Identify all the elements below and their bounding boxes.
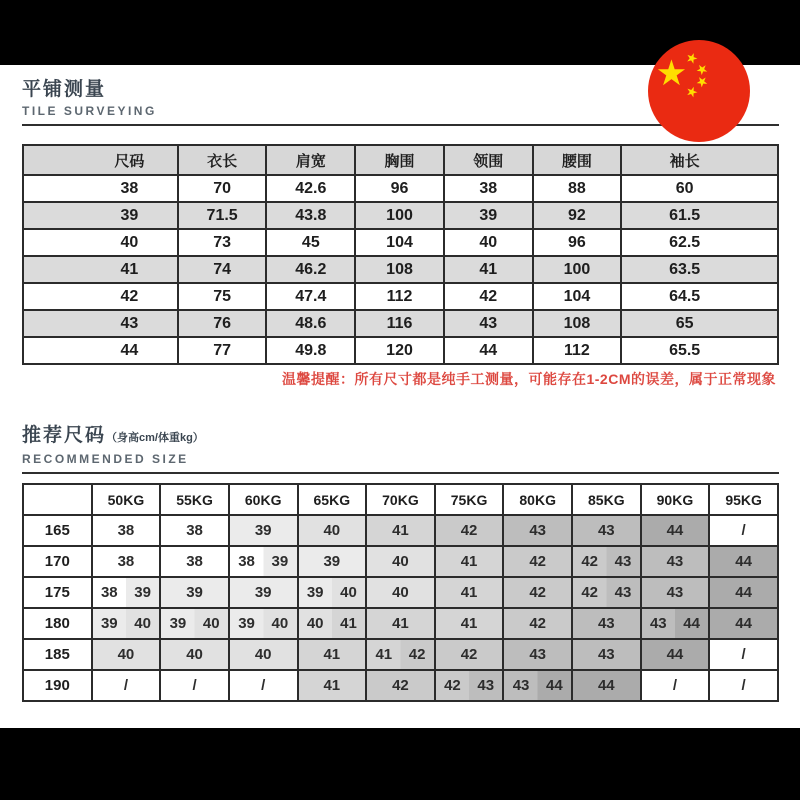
size-cell (160, 608, 229, 639)
measurement-cell: 76 (178, 310, 267, 337)
measurement-header-row (23, 145, 778, 175)
size-cell: 43 (641, 577, 710, 608)
size-cell: / (709, 515, 778, 546)
measurement-row (23, 256, 778, 283)
measurement-row (23, 175, 778, 202)
measurement-column-header: 腰围 (533, 145, 622, 175)
size-cell: 40 (229, 639, 298, 670)
recommend-row (23, 639, 778, 670)
measurement-cell: 38 (23, 175, 178, 202)
size-value: 39 (306, 584, 324, 601)
size-cell: 44 (641, 515, 710, 546)
size-cell: 38 (92, 515, 161, 546)
size-cell: 38 (92, 546, 161, 577)
size-cell (92, 577, 161, 608)
size-cell: 43 (641, 546, 710, 577)
height-label: 190 (23, 670, 92, 701)
size-value: 39 (134, 584, 151, 601)
size-value: 42 (444, 677, 461, 694)
measurement-cell: 112 (533, 337, 622, 364)
size-cell: 42 (503, 577, 572, 608)
size-cell: 39 (298, 546, 367, 577)
measurement-cell: 42.6 (266, 175, 355, 202)
weight-column-header: 70KG (366, 484, 435, 515)
size-cell: 39 (160, 577, 229, 608)
size-value: 40 (340, 584, 357, 601)
size-cell: 41 (298, 639, 367, 670)
measurement-column-header: 袖长 (621, 145, 778, 175)
measurement-cell: 43.8 (266, 202, 355, 229)
measurement-cell: 38 (444, 175, 533, 202)
recommend-row (23, 546, 778, 577)
size-cell: 41 (435, 608, 504, 639)
measurement-cell: 96 (533, 229, 622, 256)
measurement-cell: 92 (533, 202, 622, 229)
size-cell (435, 670, 504, 701)
size-value: 40 (271, 615, 289, 632)
measurement-cell: 43 (23, 310, 178, 337)
weight-column-header: 90KG (641, 484, 710, 515)
height-label: 180 (23, 608, 92, 639)
size-cell: / (229, 670, 298, 701)
section-header-recommended-size (22, 426, 779, 474)
size-cell: 44 (709, 546, 778, 577)
split-cell (642, 615, 709, 632)
split-cell (504, 677, 571, 694)
size-cell: 42 (366, 670, 435, 701)
recommended-size-table (22, 483, 779, 702)
size-value: 43 (512, 677, 530, 694)
section2-title-text: 推荐尺码 (22, 425, 107, 446)
height-label: 185 (23, 639, 92, 670)
measurement-cell: 44 (444, 337, 533, 364)
split-cell (230, 553, 297, 570)
size-cell: / (92, 670, 161, 701)
size-cell: 39 (229, 515, 298, 546)
size-cell (503, 670, 572, 701)
measurement-row (23, 202, 778, 229)
measurement-cell: 46.2 (266, 256, 355, 283)
size-cell: 41 (435, 577, 504, 608)
size-cell (229, 608, 298, 639)
measurement-cell: 40 (23, 229, 178, 256)
measurement-cell: 65 (621, 310, 778, 337)
china-flag-svg (648, 40, 750, 142)
size-cell: 40 (366, 577, 435, 608)
split-cell (573, 584, 640, 601)
size-cell: 43 (503, 639, 572, 670)
size-cell: 40 (298, 515, 367, 546)
weight-column-header: 75KG (435, 484, 504, 515)
size-cell (229, 546, 298, 577)
split-cell (93, 584, 160, 601)
measurement-cell: 70 (178, 175, 267, 202)
measurement-table (22, 144, 779, 365)
size-cell: 44 (709, 577, 778, 608)
split-cell (93, 615, 160, 632)
china-flag-icon (648, 40, 750, 142)
measurement-cell: 41 (23, 256, 178, 283)
size-value: 38 (100, 584, 118, 601)
size-cell (298, 577, 367, 608)
measurement-cell: 116 (355, 310, 444, 337)
measurement-cell: 61.5 (621, 202, 778, 229)
measurement-cell: 108 (533, 310, 622, 337)
size-value: 40 (306, 615, 324, 632)
size-value: 39 (169, 615, 187, 632)
size-cell: 40 (366, 546, 435, 577)
weight-column-header: 95KG (709, 484, 778, 515)
size-value: 39 (271, 553, 289, 570)
measurement-cell: 71.5 (178, 202, 267, 229)
size-cell: 44 (641, 639, 710, 670)
measurement-cell: 40 (444, 229, 533, 256)
section2-title-suffix: （身高cm/体重kg） (106, 432, 204, 444)
measurement-column-header: 领围 (444, 145, 533, 175)
size-value: 44 (683, 615, 700, 632)
split-cell (436, 677, 503, 694)
measurement-cell: 63.5 (621, 256, 778, 283)
size-cell: 41 (366, 608, 435, 639)
size-value: 42 (408, 646, 426, 663)
section1-subtitle: TILE SURVEYING (22, 104, 157, 118)
measurement-cell: 64.5 (621, 283, 778, 310)
size-cell: 43 (572, 639, 641, 670)
size-cell: 42 (435, 515, 504, 546)
measurement-cell: 42 (23, 283, 178, 310)
size-cell: 43 (503, 515, 572, 546)
split-cell (161, 615, 228, 632)
measurement-cell: 62.5 (621, 229, 778, 256)
recommend-table-body (23, 515, 778, 701)
recommend-row (23, 670, 778, 701)
bottom-black-bar (0, 728, 800, 800)
size-cell: 44 (709, 608, 778, 639)
measurement-row (23, 337, 778, 364)
weight-column-header (23, 484, 92, 515)
split-cell (299, 615, 366, 632)
size-cell: 43 (572, 515, 641, 546)
recommend-header-row (23, 484, 778, 515)
split-cell (299, 584, 366, 601)
weight-column-header: 85KG (572, 484, 641, 515)
size-cell: 38 (160, 515, 229, 546)
measurement-cell: 42 (444, 283, 533, 310)
measurement-cell: 65.5 (621, 337, 778, 364)
size-cell (366, 639, 435, 670)
size-value: 41 (375, 646, 393, 663)
size-cell: 38 (160, 546, 229, 577)
measurement-column-header: 尺码 (23, 145, 178, 175)
recommend-row (23, 577, 778, 608)
size-cell: 43 (572, 608, 641, 639)
measurement-cell: 120 (355, 337, 444, 364)
size-cell (572, 546, 641, 577)
size-value: 43 (477, 677, 495, 694)
size-cell (641, 608, 710, 639)
weight-column-header: 60KG (229, 484, 298, 515)
split-cell (367, 646, 434, 663)
size-cell: / (641, 670, 710, 701)
size-cell: 42 (503, 608, 572, 639)
split-cell (230, 615, 297, 632)
weight-column-header: 50KG (92, 484, 161, 515)
measurement-cell: 112 (355, 283, 444, 310)
size-value: 40 (202, 615, 220, 632)
measurement-cell: 74 (178, 256, 267, 283)
size-cell: 40 (92, 639, 161, 670)
measurement-cell: 77 (178, 337, 267, 364)
measurement-cell: 45 (266, 229, 355, 256)
size-cell: 41 (366, 515, 435, 546)
measurement-cell: 48.6 (266, 310, 355, 337)
measurement-cell: 104 (533, 283, 622, 310)
measurement-cell: 75 (178, 283, 267, 310)
size-cell (92, 608, 161, 639)
measurement-cell: 108 (355, 256, 444, 283)
size-value: 42 (581, 584, 598, 601)
measurement-table-body (23, 175, 778, 364)
measurement-cell: 49.8 (266, 337, 355, 364)
measurement-cell: 43 (444, 310, 533, 337)
measurement-cell: 100 (355, 202, 444, 229)
measurement-cell: 44 (23, 337, 178, 364)
size-cell: / (160, 670, 229, 701)
weight-column-header: 55KG (160, 484, 229, 515)
height-label: 170 (23, 546, 92, 577)
size-cell: 42 (503, 546, 572, 577)
height-label: 175 (23, 577, 92, 608)
measurement-column-header: 衣长 (178, 145, 267, 175)
weight-column-header: 80KG (503, 484, 572, 515)
size-cell: 41 (298, 670, 367, 701)
measurement-cell: 60 (621, 175, 778, 202)
measurement-cell: 96 (355, 175, 444, 202)
size-value: 41 (340, 615, 357, 632)
measurement-column-header: 肩宽 (266, 145, 355, 175)
size-value: 43 (649, 615, 667, 632)
size-value: 43 (614, 584, 632, 601)
size-value: 43 (614, 553, 632, 570)
measurement-row (23, 229, 778, 256)
size-value: 40 (134, 615, 151, 632)
measurement-cell: 39 (23, 202, 178, 229)
height-label: 165 (23, 515, 92, 546)
size-value: 44 (546, 677, 563, 694)
measurement-row (23, 310, 778, 337)
size-cell: 39 (229, 577, 298, 608)
weight-column-header: 65KG (298, 484, 367, 515)
size-cell (298, 608, 367, 639)
measurement-column-header: 胸围 (355, 145, 444, 175)
size-value: 39 (238, 615, 255, 632)
size-cell: 41 (435, 546, 504, 577)
section1-title: 平铺测量 (22, 79, 107, 100)
measurement-note: 温馨提醒：所有尺寸都是纯手工测量，可能存在1-2CM的误差，属于正常现象 (281, 371, 776, 387)
recommend-row (23, 515, 778, 546)
measurement-cell: 39 (444, 202, 533, 229)
measurement-cell: 41 (444, 256, 533, 283)
split-cell (573, 553, 640, 570)
size-cell (572, 577, 641, 608)
size-cell: 42 (435, 639, 504, 670)
measurement-cell: 73 (178, 229, 267, 256)
size-value: 38 (238, 553, 255, 570)
measurement-cell: 104 (355, 229, 444, 256)
measurement-row (23, 283, 778, 310)
section2-title (22, 426, 779, 448)
measurement-cell: 100 (533, 256, 622, 283)
recommend-row (23, 608, 778, 639)
size-cell: 40 (160, 639, 229, 670)
size-cell: / (709, 639, 778, 670)
measurement-cell: 47.4 (266, 283, 355, 310)
measurement-cell: 88 (533, 175, 622, 202)
size-cell: / (709, 670, 778, 701)
size-cell: 44 (572, 670, 641, 701)
size-value: 42 (581, 553, 598, 570)
section2-subtitle: RECOMMENDED SIZE (22, 452, 189, 466)
size-value: 39 (100, 615, 118, 632)
